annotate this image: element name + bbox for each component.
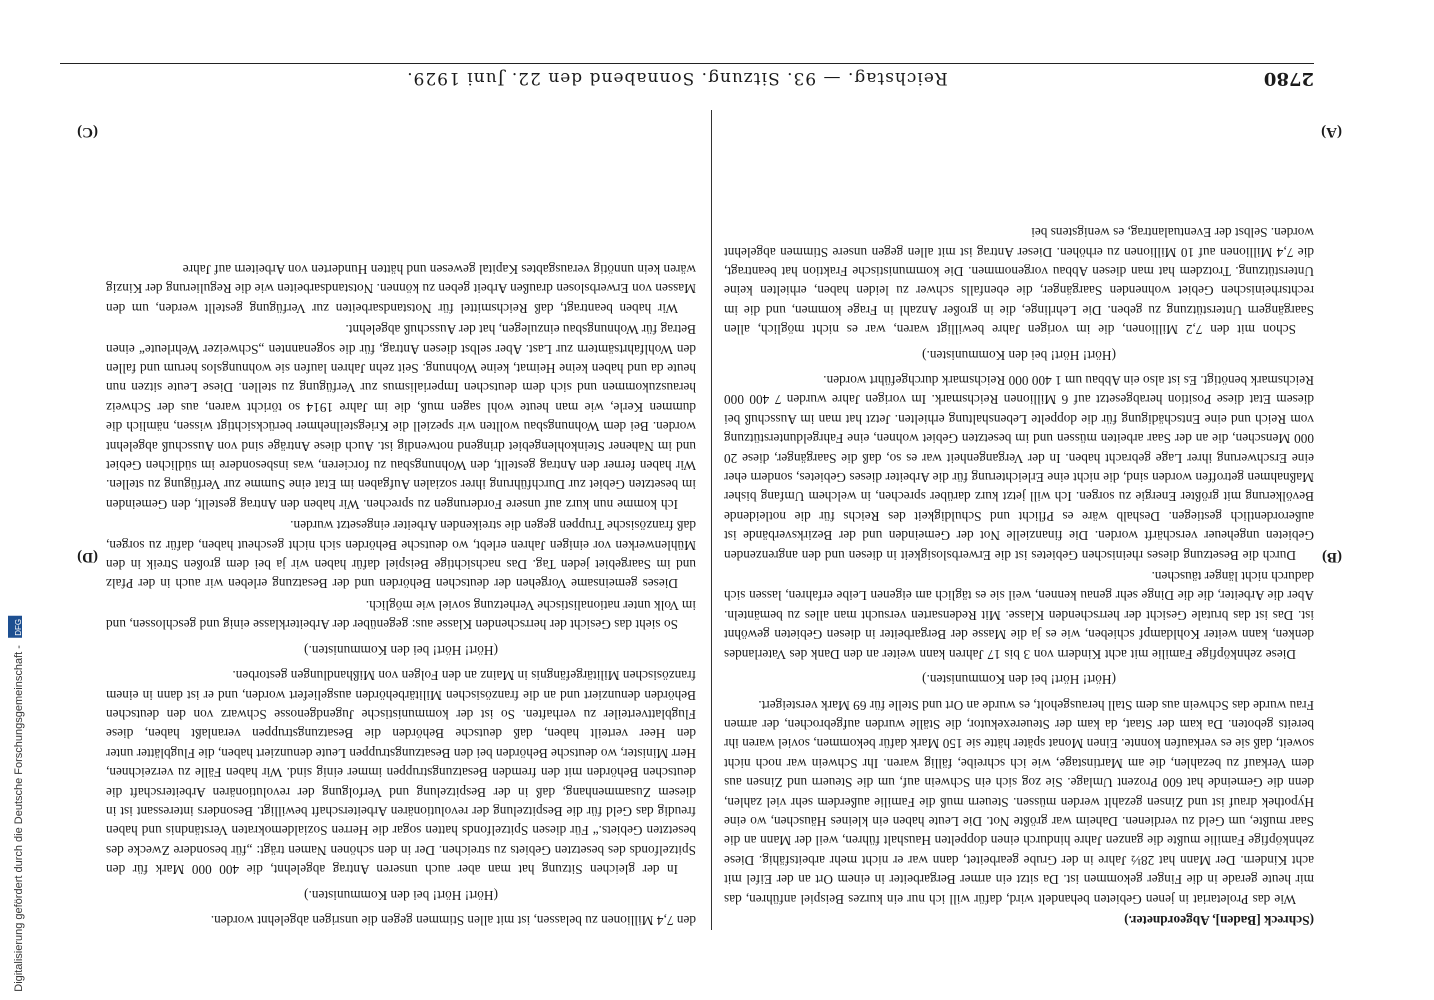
dfg-logo-icon: DFG <box>8 616 22 638</box>
paragraph: Wie das Proletariat in jenen Gebieten behandelt wird, dafür will ich nur ein kurzes Beispiel anführen, das mir heute gerade in die Finger gekommen ist. Da sitzt ein armer Bergarbeiter in einem Ort an der Eifel mit acht Kindern. Der Mann hat 28½ Jahre in der Grube gearbeitet, dann war er nicht mehr arbeitsfähig. Diese zehnköpfige Familie mußte die ganzen Jahre hindurch einen doppelten Haushalt führen, weil der Mann an die Saar mußte, um Geld zu verdienen. Daheim war größte Not. Die Leute haben ein kleines Häuschen, wo eine Hypothek drauf ist und Zinsen gezahlt werden müssen. Steuern muß die Familie außerdem sehr viel zahlen, denn die Gemeinde hat 600 Prozent Umlage. Sie zog sich ein Schwein auf, um die Steuern und Zinsen aus dem Verkauf zu bezahlen, die am Martinstage, wie ich schreibe, fällig waren. Ihr Schwein war noch nicht soweit, daß sie es verkaufen konnte. Einen Monat später hätte sie 150 Mark dafür bekommen, soviel waren ihr bereits geboten. Da kam der Staat, da kam der Steuerexekutor, die Ställe wurden aufgebrochen, der armen Frau wurde das Schwein aus dem Stall herausgeholt, es wurde an Ort und Stelle für 69 Mark versteigert. <box>724 697 1314 907</box>
page-header <box>60 63 1314 102</box>
interjection: (Hört! Hört! bei den Kommunisten.) <box>922 347 1116 363</box>
interjection: (Hört! Hört! bei den Kommunisten.) <box>922 672 1116 688</box>
paragraph: Ich komme nun kurz auf unsere Forderungen zu sprechen. Wir haben den Antrag gestellt, den Gemeinden im besetzten Gebiet zur Durchführung ihrer sozialen Aufgaben im Etat eine Summe zur Verfügung zu stellen. Wir haben ferner den Antrag gestellt, den Wohnungsbau zu forcieren, was insbesondere im südlichen Gebiet und im Nahener Steinkohlengebiet dringend notwendig ist. Auch diese Anträge sind von Ausschuß abgelehnt worden. Bei dem Wohnungsbau wollten wir speziell die Kriegsteilnehmer berücksichtigt wissen, nämlich die dummen Kerle, wie man heute wohl sagen muß, die im Jahre 1914 so töricht waren, aus der Schweiz herauszukommen und sich dem deutschen Imperialismus zur Verfügung zu stellen. Diese Leute sitzen nun heute da und haben keine Heimat, keine Wohnung. Seit zehn Jahren laufen sie wohnungslos herum und fallen den Wohlfahrtsämtern zur Last. Aber selbst diesen Antrag, für die sogenannten „Schweizer Wehrleute“ einen Betrag für Wohnungsbau einzulegen, hat der Ausschuß abgelehnt. <box>106 322 696 512</box>
interjection: (Hört! Hört! bei den Kommunisten.) <box>304 642 498 658</box>
digitization-footer <box>8 616 25 992</box>
margin-mark-d: (D) <box>77 549 98 565</box>
column-divider <box>711 110 712 930</box>
paragraph: Wir haben beantragt, daß Reichsmittel für Notstandsarbeiten zur Verfügung gestellt werden, um den Massen von Erwerbslosen draußen Arbeit geben zu können. Notstandsarbeiten wie die Regulierung der Kinzig wären kein unnötig verausgabtes Kapital gewesen und hätten Hunderten von Arbeitern auf Jahre <box>106 262 696 316</box>
paragraph: den 7,4 Millionen zu belassen, ist mit allen Stimmen gegen die unsrigen abgelehnt worden. <box>210 913 696 928</box>
right-text-column <box>106 110 696 930</box>
paragraph: Durch die Besetzung dieses rheinischen Gebietes ist die Erwerbslosigkeit in diesen und den angrenzenden Gebieten ungeheuer verschärft worden. Die finanzielle Not der Gemeinden und der Bezirksverbände ist außerordentlich gestiegen. Deshalb wäre es Pflicht und Schuldigkeit des Reichs für die notleidende Bevölkerung mit größter Energie zu sorgen. Ich will jetzt kurz darüber sprechen, in welchem Umfang bisher Maßnahmen getroffen worden sind, die nicht eine Erleichterung für die Arbeiter dieses Gebietes, sondern eher eine Erschwerung ihrer Lage gebracht haben. In der Vergangenheit war es so, daß die Saargänger, diese 20 000 Menschen, die an der Saar arbeiten müssen und im besetzten Gebiet wohnen, eine Fahrgeldunterstützung vom Reich und eine Entschädigung für die doppelte Lebenshaltung erhielten. Jetzt hat man im Ausschuß bei diesem Etat diese Position herabgesetzt auf 6 Millionen Reichsmark. Im vorigen Jahre wurden 7 400 000 Reichsmark benötigt. Es ist also ein Abbau um 1 400 000 Reichsmark durchgeführt worden. <box>724 373 1314 563</box>
margin-mark-a: (A) <box>1321 124 1342 140</box>
paragraph: So sieht das Gesicht der herrschenden Klasse aus: gegenüber der Arbeiterklasse einig und geschlossen, und im Volk unter nationalistische Verhetzung soviel wie möglich. <box>106 597 696 633</box>
paragraph: In der gleichen Sitzung hat man aber auch unseren Antrag abgelehnt, die 400 000 Mark für den Spitzelfonds des besetzten Gebiets zu streichen. Der in den schönen Namen trägt: „für besondere Zwecke des besetzten Gebiets.“ Für diesen Spitzelfonds hatten sogar die Herren Sozialdemokraten Verständnis und haben freudig das Geld für die Bespitzelung der revolutionären Arbeiterschaft bewilligt. Besonders interessant ist in diesem Zusammenhang, daß in der Bespitzelung und Verfolgung der revolutionären Arbeiterschaft die deutschen Behörden mit den fremden Besatzungstruppen immer einig sind. Wir haben Fälle zu verzeichnen, Herr Minister, wo deutsche Behörden bei den Besatzungstruppen Leute denunziert haben, die Flugblätter unter den Heer verteilt haben, daß deutsche Behörden die Besatzungstruppen veranlaßt haben, diese Flugblattverteiler zu verhaften. So ist der kommunistische Jugendgenosse Schwarz von den deutschen Behörden denunziert und an die französischen Militärbehörden ausgeliefert worden, und er ist dann in einem französischen Militärgefängnis in Mainz an den Folgen von Mißhandlungen gestorben. <box>106 668 696 878</box>
left-text-column <box>724 110 1314 930</box>
margin-mark-b: (B) <box>1322 549 1342 565</box>
paragraph: Dieses gemeinsame Vorgehen der deutschen Behörden und der Besatzung erleben wir auch in der Pfalz und im Saargebiet jeden Tag. Das nachsichtige Beispiel dafür haben wir ja bei dem großen Streik in den Mühlenwerken vor einigen Jahren erlebt, wo deutsche Behörden sich nicht gescheut haben, dafür zu sorgen, daß französische Truppen gegen die streikenden Arbeiter eingesetzt wurden. <box>106 518 696 592</box>
interjection: (Hört! Hört! bei den Kommunisten.) <box>304 887 498 903</box>
margin-mark-c: (C) <box>77 124 98 140</box>
page-title: Reichstag. — 93. Sitzung. Sonnabend den 22. Juni 1929. <box>406 68 948 88</box>
paragraph: Schon mit den 7,2 Millionen, die im vorigen Jahre bewilligt waren, war es nicht möglich, allen Saargängern Unterstützung zu geben. Die Lehrlinge, die in großer Anzahl in Frage kommen, und die im rechtsrheinischen Gebiet wohnenden Saargänger, die ebenfalls schwer zu leiden haben, erhielten keine Unterstützung. Trotzdem hat man diesen Abbau vorgenommen. Die kommunistische Fraktion hat beantragt, die 7,4 Millionen auf 10 Millionen zu erhöhen. Dieser Antrag ist mit allen gegen unsere Stimmen abgelehnt worden. Selbst der Eventualantrag, es wenigstens bei <box>724 225 1314 338</box>
speaker-line: (Schreck [Baden], Abgeordneter.) <box>1124 913 1314 928</box>
page-number: 2780 <box>1263 68 1314 89</box>
digitization-note: Digitalisierung gefördert durch die Deutsche Forschungsgemeinschaft - <box>13 645 25 992</box>
paragraph: Diese zehnköpfige Familie mit acht Kindern von 3 bis 17 Jahren kann weiter an den Dank des Vaterlandes denken, kann weiter Kohldampf schieben, wie es ja die Masse der Bergarbeiter in diesen Gebieten gewöhnt ist. Das ist das brutale Gesicht der herrschenden Klasse. Mit Redensarten versucht man alles zu bemänteln. Aber die Arbeiter, die die Dinge sehr genau kennen, weil sie es täglich am eigenen Leibe erfahren, lassen sich dadurch nicht länger täuschen. <box>724 569 1314 662</box>
